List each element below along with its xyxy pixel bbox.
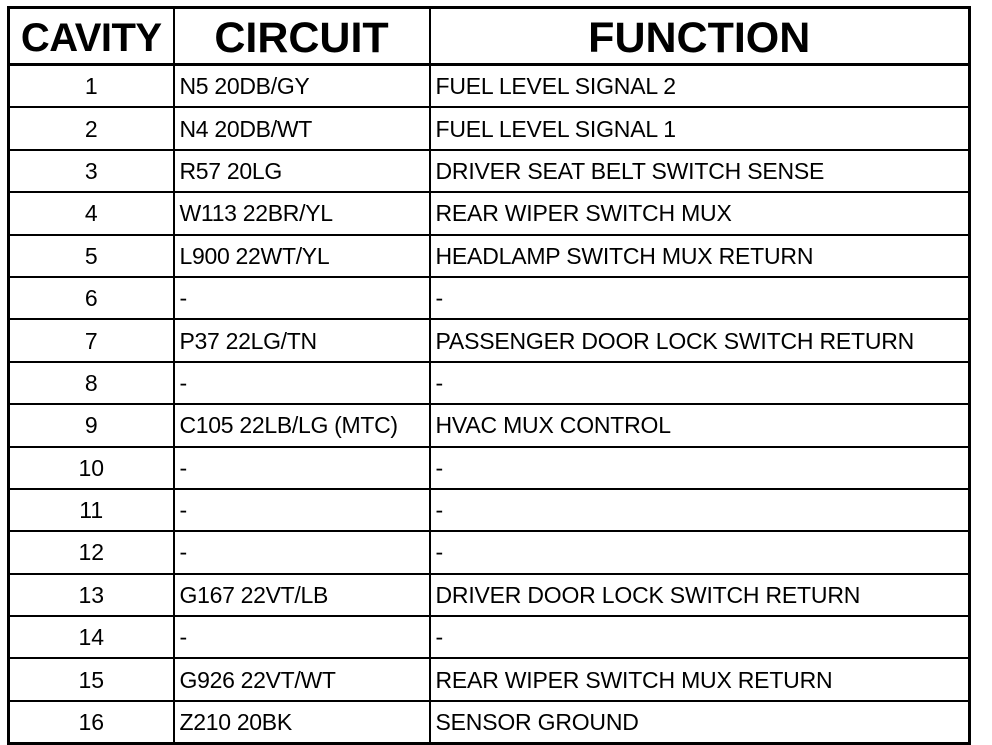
circuit-cell: - xyxy=(174,616,430,658)
function-cell: REAR WIPER SWITCH MUX RETURN xyxy=(430,658,970,700)
cavity-cell: 6 xyxy=(9,277,174,319)
cavity-cell: 14 xyxy=(9,616,174,658)
circuit-cell: - xyxy=(174,531,430,573)
cavity-cell: 11 xyxy=(9,489,174,531)
cavity-cell: 7 xyxy=(9,319,174,361)
table-row xyxy=(9,489,970,531)
function-cell: FUEL LEVEL SIGNAL 1 xyxy=(430,107,970,149)
circuit-cell: W113 22BR/YL xyxy=(174,192,430,234)
table-row xyxy=(9,447,970,489)
table-row xyxy=(9,107,970,149)
table-header xyxy=(9,8,970,65)
function-cell: - xyxy=(430,489,970,531)
cavity-cell: 10 xyxy=(9,447,174,489)
column-header-cavity: CAVITY xyxy=(9,8,174,65)
cavity-cell: 13 xyxy=(9,574,174,616)
cavity-cell: 1 xyxy=(9,65,174,108)
circuit-cell: N5 20DB/GY xyxy=(174,65,430,108)
circuit-cell: G167 22VT/LB xyxy=(174,574,430,616)
circuit-cell: - xyxy=(174,489,430,531)
circuit-cell: P37 22LG/TN xyxy=(174,319,430,361)
table-row xyxy=(9,235,970,277)
function-cell: HVAC MUX CONTROL xyxy=(430,404,970,446)
column-header-function: FUNCTION xyxy=(430,8,970,65)
table-row xyxy=(9,658,970,700)
table-body xyxy=(9,65,970,744)
table-row xyxy=(9,404,970,446)
cavity-cell: 9 xyxy=(9,404,174,446)
function-cell: HEADLAMP SWITCH MUX RETURN xyxy=(430,235,970,277)
circuit-cell: C105 22LB/LG (MTC) xyxy=(174,404,430,446)
function-cell: - xyxy=(430,531,970,573)
table-row xyxy=(9,531,970,573)
table-row xyxy=(9,319,970,361)
cavity-cell: 12 xyxy=(9,531,174,573)
table-row xyxy=(9,362,970,404)
function-cell: - xyxy=(430,362,970,404)
circuit-cell: N4 20DB/WT xyxy=(174,107,430,149)
table-row xyxy=(9,150,970,192)
circuit-cell: L900 22WT/YL xyxy=(174,235,430,277)
column-header-circuit: CIRCUIT xyxy=(174,8,430,65)
function-cell: DRIVER SEAT BELT SWITCH SENSE xyxy=(430,150,970,192)
table-row xyxy=(9,192,970,234)
cavity-cell: 15 xyxy=(9,658,174,700)
cavity-cell: 3 xyxy=(9,150,174,192)
function-cell: FUEL LEVEL SIGNAL 2 xyxy=(430,65,970,108)
circuit-cell: - xyxy=(174,447,430,489)
function-cell: DRIVER DOOR LOCK SWITCH RETURN xyxy=(430,574,970,616)
circuit-cell: - xyxy=(174,362,430,404)
table-row xyxy=(9,574,970,616)
function-cell: - xyxy=(430,616,970,658)
function-cell: SENSOR GROUND xyxy=(430,701,970,744)
cavity-cell: 4 xyxy=(9,192,174,234)
circuit-cell: - xyxy=(174,277,430,319)
table-row xyxy=(9,65,970,108)
connector-pinout-table xyxy=(7,6,971,745)
function-cell: PASSENGER DOOR LOCK SWITCH RETURN xyxy=(430,319,970,361)
cavity-cell: 5 xyxy=(9,235,174,277)
header-row xyxy=(9,8,970,65)
circuit-cell: R57 20LG xyxy=(174,150,430,192)
table-row xyxy=(9,616,970,658)
cavity-cell: 16 xyxy=(9,701,174,744)
function-cell: - xyxy=(430,277,970,319)
table-row xyxy=(9,277,970,319)
circuit-cell: Z210 20BK xyxy=(174,701,430,744)
cavity-cell: 8 xyxy=(9,362,174,404)
function-cell: REAR WIPER SWITCH MUX xyxy=(430,192,970,234)
table-row xyxy=(9,701,970,744)
circuit-cell: G926 22VT/WT xyxy=(174,658,430,700)
cavity-cell: 2 xyxy=(9,107,174,149)
function-cell: - xyxy=(430,447,970,489)
